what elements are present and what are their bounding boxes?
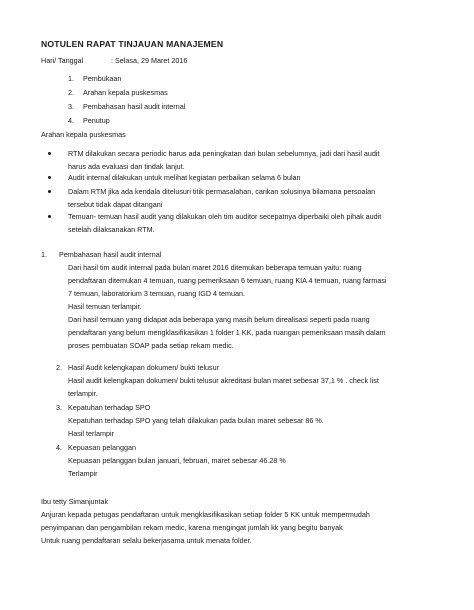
agenda-num-1: 1. (68, 74, 74, 83)
item-1-line: 7 temuan, laboratorium 3 temuan, ruang IGD 4 temuan. (68, 289, 245, 298)
item-1-line: Dari hasil temuan yang didapat ada beberapa yang masih belum direalisasi seperti pada ruang (68, 315, 370, 324)
bullet-2-line-1: Audit internal dilakukan untuk melihat kegiatan perbaikan selama 6 bulan (68, 173, 301, 182)
item-2-heading: Hasil Audit kelengkapan dokumen/ bukti telusur (68, 363, 220, 372)
item-1-line: pendaftaran ditemukan 4 temuan, ruang pemeriksaan 6 temuan, ruang KIA 4 temuan, ruang farmasi (68, 276, 387, 285)
item-4-line: Terlampir (68, 469, 98, 478)
item-3-num: 3. (56, 403, 62, 412)
item-3-line: Kepatuhan terhadap SPO yang telah dilakukan pada bulan maret sebesar 86 %. (68, 416, 324, 425)
bullet-dot (48, 215, 51, 218)
date-label: Hari/ Tanggal (41, 56, 84, 65)
section-heading-arahan: Arahan kepala puskesmas (41, 130, 126, 139)
bullet-dot (48, 152, 51, 155)
bullet-dot (48, 190, 51, 193)
agenda-num-4: 4. (68, 116, 74, 125)
item-1-heading: Pembahasan hasil audit internal (59, 250, 162, 259)
bullet-1-line-1: RTM dilakukan secara periodic harus ada peningkatan dari bulan sebelumnya, jadi dari hasil audit (68, 149, 380, 158)
bullet-4-line-2: setelah dilaksanakan RTM. (68, 225, 155, 234)
closing-name: Ibu tetty Simanjuntak (41, 497, 109, 506)
bullet-3-line-1: Dalam RTM jika ada kendala ditelusuri titik permasalahan, carikan solusinya bilamana persoalan (68, 187, 376, 196)
item-2-line: Hasil audit kelengkapan dokumen/ bukti telusur akreditasi bulan maret sebesar 37,1 % . check list (68, 376, 379, 385)
item-2-line: terlampir. (68, 389, 98, 398)
item-4-num: 4. (56, 443, 62, 452)
bullet-3-line-2: tersebut tidak dapat ditangani (68, 200, 163, 209)
item-3-heading: Kepatuhan terhadap SPO (68, 403, 151, 412)
item-1-line: Dari hasil tim audit internal pada bulan maret 2016 ditemukan beberapa temuan yaitu: ruang (68, 263, 362, 272)
agenda-item-4: Penutup (83, 116, 110, 125)
agenda-item-1: Pembukaan (83, 74, 122, 83)
bullet-dot (48, 176, 51, 179)
item-1-line: proses pembuatan SOAP pada setiap rekam medic. (68, 341, 234, 350)
bullet-1-line-2: harus ada evaluasi dan tindak lanjut. (68, 162, 185, 171)
agenda-num-2: 2. (68, 88, 74, 97)
agenda-item-2: Arahan kepala puskesmas (83, 88, 168, 97)
item-2-num: 2. (56, 363, 62, 372)
agenda-num-3: 3. (68, 102, 74, 111)
bullet-4-line-1: Temuan- temuan hasil audit yang dilakukan oleh tim auditor secepatnya diperbaiki oleh pihak audit (68, 212, 382, 221)
closing-line: Anjuran kepada petugas pendaftaran untuk mengklasifikasikan setiap folder 5 KK untuk mempermudah (41, 510, 370, 519)
item-1-num: 1. (41, 250, 47, 259)
item-1-line: pendaftaran yang belum mengklasifikasikan 1 folder 1 KK, pada ruangan pemeriksaan masih dalam (68, 328, 386, 337)
item-4-heading: Kepuasan pelanggan (68, 443, 136, 452)
item-1-line: Hasil temuan terlampir. (68, 302, 142, 311)
closing-line: Untuk ruang pendaftaran selalu bekerjasama untuk menata folder. (41, 536, 252, 545)
item-4-line: Kepuasan pelanggan bulan januari, februari, maret sebesar 46.28 % (68, 456, 286, 465)
date-value: : Selasa, 29 Maret 2016 (111, 56, 188, 65)
closing-line: penyimpanan dan pengambilan rekam medic, karena mengingat jumlah kk yang begitu banyak (41, 523, 343, 532)
agenda-item-3: Pembahasan hasil audit internal (83, 102, 186, 111)
document-title: NOTULEN RAPAT TINJAUAN MANAJEMEN (41, 39, 224, 49)
item-3-line: Hasil terlampir (68, 429, 114, 438)
